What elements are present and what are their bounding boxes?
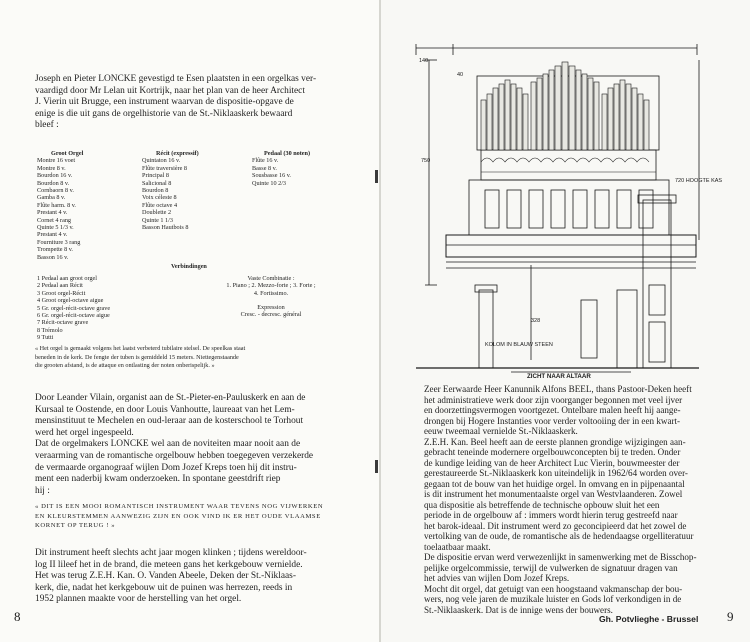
vaste-line: 4. Fortissimo. (253, 289, 289, 297)
stop-item: Gamba 8 v. (37, 194, 66, 202)
stop-item: Flûte 16 v. (252, 157, 279, 165)
organ-elevation-drawing (381, 0, 750, 385)
text-line: het advies van wijlen Dom Jozef Kreps. (424, 573, 570, 583)
stop-item: Basson 16 v. (37, 253, 69, 261)
text-line: enige is die uit gans de orgelhistorie van de St.-Niklaaskerk bewaard (35, 108, 293, 119)
text-line: en doorzettingsvermogen voortgezet. Ontelbare malen heeft hij aange- (424, 405, 681, 415)
text-line: gebracht teneinde modernere orgelbouwconcepten bij te treden. Onder (424, 447, 681, 457)
pedaal-heading: Pedaal (30 noten) (264, 150, 311, 157)
text-line: Mocht dit orgel, dat getuigt van een hoogstaand vakmanschap der bou- (424, 583, 683, 594)
expression (196, 304, 346, 319)
text-line: Kursaal te Oostende, en door Louis Vanhoutte, laureaat van het Lem- (35, 404, 295, 415)
dimension-label: 40 (457, 72, 464, 78)
binder-mark (375, 170, 378, 183)
text-line: Joseph en Pieter LONCKE gevestigd te Esen plaatsten in een orgelkas ver- (35, 74, 317, 84)
coupler-item: 6 Gr. orgel-récit-octave aigue (37, 312, 110, 320)
text-line: pelijke orgelcommissie, terwijl de vulwerken de signatuur dragen van (424, 562, 678, 573)
coupler-item: 3 Groot orgel-Récit (37, 289, 86, 297)
text-line: de vermaarde organograaf wijlen Dom Jozef Kreps toen hij dit instru- (35, 462, 297, 473)
text-line: qua dispositie als betreffende de technische opbouw sluit het een (424, 499, 660, 510)
text-line: kerk, die, nadat het kerkgebouw uit de puinen was herrezen, reeds in (35, 582, 293, 593)
note-line: « Het orgel is gemaakt volgens het laatst verbeterd tubilaire stelsel. De speelkas staat (35, 345, 246, 352)
stop-item: Flûte traversière 8 (142, 164, 188, 172)
verbindingen-heading: Verbindingen (171, 263, 207, 270)
text-line: Z.E.H. Kan. Beel heeft aan de eerste plannen grondige wijzigingen aan- (424, 436, 686, 447)
coupler-item: 1 Pedaal aan groot orgel (37, 275, 98, 282)
page-number-right: 9 (727, 609, 734, 624)
text-line: De dispositie ervan werd verwezenlijkt in samenwerking met de Bisschop- (424, 552, 697, 562)
stop-item: Bourdon 8 v. (37, 179, 70, 187)
groot-orgel-heading: Groot Orgel (51, 150, 84, 157)
text-line: het administratieve werk door zijn voorganger begonnen met veel ijver (424, 394, 683, 405)
recit-heading: Récit (expressif) (156, 150, 199, 157)
text-line: Dit instrument heeft slechts acht jaar mogen klinken ; tijdens wereldoor- (35, 548, 307, 558)
stop-item: Doublette 2 (142, 209, 172, 217)
text-line: gerestaureerde St.-Niklaaskerk kon uiteindelijk in 1962/64 worden over- (424, 468, 688, 478)
dimension-label: 750 (421, 158, 431, 164)
text-line: hij : (35, 485, 50, 496)
stop-item: Cornet 4 rang (37, 216, 72, 224)
drawing-caption: ZICHT NAAR ALTAAR (527, 373, 591, 380)
text-line: mensinstituut te Mechelen en oud-leraar aan de kosterschool te Torhout (35, 416, 304, 427)
text-line: eeuw tweemaal vernielde St.-Niklaaskerk. (424, 426, 578, 436)
text-line: wers, nog vele jaren de muzikale luister en Gods lof verkondigen in de (424, 594, 682, 604)
stop-item: Prestant 4 v. (37, 231, 68, 239)
text-line: 1952 plannen maakte voor de herstelling van het orgel. (35, 594, 242, 605)
kreps-quote (35, 502, 375, 531)
intro-paragraph (35, 74, 365, 132)
text-line: vaardigd door Mr Lelan uit Kortrijk, naar het plan van de heer Architect (35, 85, 305, 96)
stop-item: Montre 8 v. (37, 164, 66, 172)
paragraph-inauguration (35, 393, 370, 497)
recit-column (142, 150, 242, 231)
stop-item: Quinte 1 1/3 (142, 216, 173, 224)
text-line: gegaan tot de bouw van het huidige orgel. In omvang en in pijpenaantal (424, 478, 685, 489)
stop-item: Quinte 10 2/3 (252, 179, 287, 187)
coupler-item: 4 Groot orgel-octave aigue (37, 297, 104, 305)
text-line: ment een naderbij kwam onderzoeken. In spontane geestdrift riep (35, 474, 281, 485)
stop-item: Cornbaorn 8 v. (37, 187, 74, 195)
tubular-note (35, 345, 370, 371)
text-line: Dat de orgelmakers LONCKE wel aan de noviteiten maar nooit aan de (35, 439, 301, 450)
text-line: toelaatbaar maakt. (424, 541, 491, 552)
stop-item: Quintaton 16 v. (142, 157, 181, 165)
vaste-combinatie (196, 275, 346, 297)
quote-line: EN KLEURSTEMMEN AANWEZIG ZIJN EN OOK VIND IK ER HET OUDE VLAAMSE (35, 512, 321, 520)
text-line: drongen bij Hogere Instanties voor verder voltooiing der in een kwart- (424, 415, 681, 426)
stop-item: Principal 8 (142, 172, 169, 180)
note-line: die grooten afstand, is de attaque en ontlasting der noten onberispelijk. » (35, 362, 215, 370)
paragraph-history (35, 548, 370, 606)
stop-item: Bourdon 8 (142, 187, 169, 195)
verbindingen-list (37, 275, 167, 342)
note-line: beneden in de kerk. De fengte der tuben is gemiddeld 15 meters. Niettegenstaande (35, 353, 239, 361)
groot-orgel-column (37, 150, 127, 261)
stop-item: Flûte octave 4 (142, 201, 178, 209)
page-number-left: 8 (14, 609, 21, 624)
coupler-item: 8 Trémolo (37, 326, 63, 334)
stop-item: Basse 8 v. (252, 164, 277, 172)
text-line: log II lileef het in de brand, die meteen gans het kerkgebouw vernielde. (35, 559, 303, 570)
pedaal-column (252, 150, 362, 187)
dimension-label: 140 (419, 58, 429, 64)
stop-item: Flûte harm. 8 v. (37, 201, 76, 209)
quote-line: KORNET OP TERUG ! » (35, 522, 116, 530)
text-line: is dit instrument het monumentaalste orgel van Westvlaanderen. Zowel (424, 489, 683, 499)
expression-line: Cresc. - decresc. général (240, 311, 302, 319)
stop-item: Voix céleste 8 (142, 194, 177, 202)
stop-item: Bourdon 16 v. (37, 172, 73, 180)
binder-mark (375, 460, 378, 473)
right-page (381, 0, 750, 642)
stop-item: Prestant 4 v. (37, 209, 68, 217)
coupler-item: 5 Gr. orgel-récit-octave grave (37, 304, 111, 312)
coupler-item: 9 Tutti (37, 334, 54, 342)
text-line: J. Vierin uit Brugge, een instrument waarvan de dispositie-opgave de (35, 97, 294, 108)
text-line: werd het orgel ingespeeld. (35, 427, 134, 438)
coupler-item: 7 Récit-octave grave (37, 319, 89, 327)
stop-item: Montre 16 voet (37, 157, 76, 165)
text-line: vertolking van de oude, de romantische als de hedendaagse orgelliteratuur (424, 531, 694, 541)
stop-item: Sousbasse 16 v. (252, 172, 291, 180)
dimension-label: 720 HOOGTE KAS (675, 178, 723, 184)
stop-item: Salicional 8 (142, 179, 172, 187)
vaste-line: Vaste Combinatie : (247, 275, 295, 282)
stop-item: Fourniture 3 rang (37, 238, 81, 246)
quote-line: « DIT IS EEN MOOI ROMANTISCH INSTRUMENT WAAR TEVENS NOG VIJWERKEN (35, 503, 324, 510)
text-line: veraarming van de romantische orgelbouw hebben toegegeven verzekerde (35, 450, 314, 461)
text-line: Het was terug Z.E.H. Kan. O. Vanden Abeele, Deken der St.-Niklaas- (35, 571, 296, 582)
stop-item: Trompette 8 v. (37, 246, 73, 254)
right-body-text (424, 384, 744, 615)
vaste-line: 1. Piano ; 2. Mezzo-forte ; 3. Forte ; (226, 282, 316, 290)
expression-line: Expression (257, 304, 285, 311)
stop-item: Quinte 5 1/3 v. (37, 224, 74, 232)
column-note: KOLOM IN BLAUW STEEN (485, 342, 553, 348)
dimension-label: 328 (531, 318, 541, 324)
coupler-item: 2 Pedaal aan Récit (37, 282, 83, 290)
text-line: Zeer Eerwaarde Heer Kanunnik Alfons BEEL, thans Pastoor-Deken heeft (424, 384, 692, 394)
text-line: Door Leander Vilain, organist aan de St.-Pieter-en-Pauluskerk en aan de (35, 393, 306, 403)
text-line: periode in de orgelbouw af : immers wordt hierin terug gestreefd naar (424, 510, 678, 520)
text-line: het barok-ideaal. Dit instrument werd zo geconcipieerd dat het zowel de (424, 520, 687, 531)
text-line: St.-Niklaaskerk. Dat is de innige wens der bouwers. (424, 604, 613, 615)
text-line: de kundige leiding van de heer Architect Luc Vierin, bouwmeester der (424, 457, 680, 468)
text-line: bleef : (35, 120, 59, 131)
publisher-credit: Gh. Potvlieghe - Brussel (599, 614, 699, 624)
stop-item: Basson Hautbois 8 (142, 224, 189, 232)
